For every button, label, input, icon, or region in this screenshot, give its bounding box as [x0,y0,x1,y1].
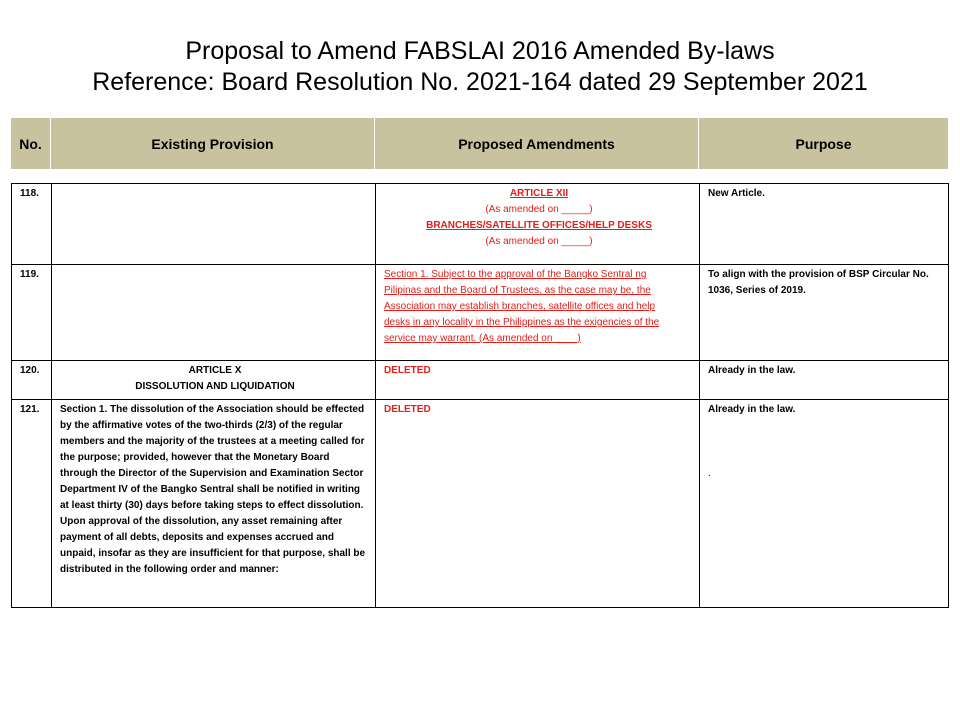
table-header [11,118,948,169]
amended-note: (As amended on _____) [485,236,593,247]
row-number: 119. [12,265,52,361]
purpose-cell: Already in the law. [700,361,949,400]
proposed-amendment-cell: DELETED [376,361,700,400]
existing-provision-cell [52,361,376,400]
header-existing-provision: Existing Provision [51,118,375,169]
article-heading: ARTICLE X [188,365,242,376]
proposed-line: Section 1. Subject to the approval of the Bangko Sentral ng [384,269,647,280]
header-purpose: Purpose [795,135,852,152]
proposed-amendment-cell [376,184,700,265]
proposed-amendment-cell [376,265,700,361]
slide-title [0,36,960,98]
header-no: No. [11,118,51,169]
purpose-cell: New Article. [700,184,949,265]
table-row [12,184,949,265]
proposed-line: Association may establish branches, satellite offices and help [384,301,656,312]
existing-provision-cell: Section 1. The dissolution of the Association should be effected by the affirmative votes of the two-thirds (2/3) of the regular members and the majority of the trustees at a meeting called for the purpose; provided, however that the Monetary Board through the Director of the Supervision and Examination Sector Department IV of the Bangko Sentral shall be notified in writing at least thirty (30) days before taking steps to effect dissolution. Upon approval of the dissolution, any asset remaining after payment of all debts, deposits and expenses accrued and unpaid, insofar as they are insufficient for that purpose, shall be distributed in the following order and manner: [52,400,376,608]
row-number: 120. [12,361,52,400]
table-row [12,361,949,400]
table-row [12,400,949,608]
article-title: BRANCHES/SATELLITE OFFICES/HELP DESKS [426,220,652,231]
article-title: DISSOLUTION AND LIQUIDATION [135,381,295,392]
table-row [12,265,949,361]
purpose-cell: To align with the provision of BSP Circular No. 1036, Series of 2019. [700,265,949,361]
amendments-table [11,183,949,608]
purpose-cell [700,400,949,608]
purpose-mark: . [708,468,711,479]
proposed-line: service may warrant. (As amended on ____) [384,333,581,344]
article-heading: ARTICLE XII [509,188,569,199]
row-number: 121. [12,400,52,608]
existing-provision-cell [52,265,376,361]
proposed-amendment-cell: DELETED [376,400,700,608]
existing-provision-cell [52,184,376,265]
purpose-text: Already in the law. [708,404,796,415]
amended-note: (As amended on _____) [485,204,593,215]
proposed-line: Pilipinas and the Board of Trustees, as the case may be, the [384,285,651,296]
proposed-line: desks in any locality in the Philippines as the exigencies of the [384,317,660,328]
header-proposed-amendments: Proposed Amendments [375,118,699,169]
title-line-1: Proposal to Amend FABSLAI 2016 Amended By-laws [185,37,775,65]
row-number: 118. [12,184,52,265]
title-line-2: Reference: Board Resolution No. 2021-164 dated 29 September 2021 [92,68,868,96]
